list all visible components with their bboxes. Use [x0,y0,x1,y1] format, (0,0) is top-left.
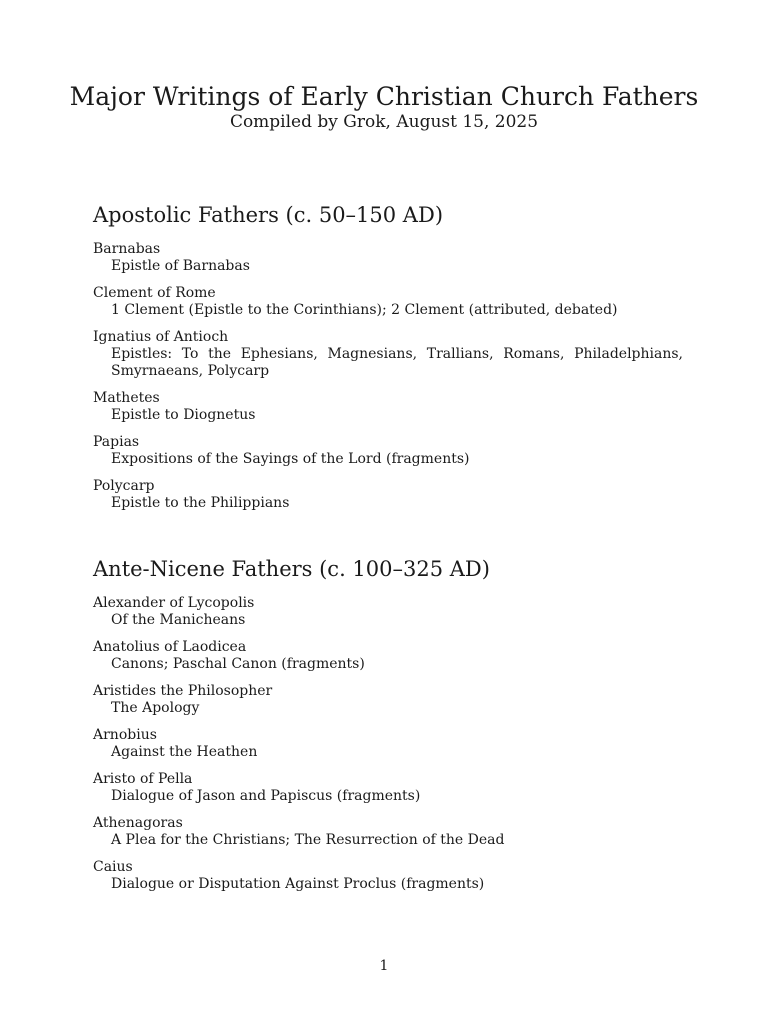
entry [93,285,683,319]
page-number: 1 [379,958,389,974]
document-subtitle: Compiled by Grok, August 15, 2025 [229,112,539,132]
author-works: A Plea for the Christians; The Resurrection of the Dead [111,832,505,848]
author-works: Epistle to the Philippians [111,495,290,511]
entry [93,683,683,717]
author-works: The Apology [111,700,200,716]
author-works: Dialogue or Disputation Against Proclus (fragments) [111,876,485,892]
section-heading: Apostolic Fathers (c. 50–150 AD) [93,203,444,227]
author-works: Epistle to Diognetus [111,407,256,423]
entry [93,859,683,893]
section-ante-nicene-fathers [93,556,683,903]
entry [93,390,683,424]
author-works: Of the Manicheans [111,612,246,628]
entry [93,434,683,468]
author-name: Aristo of Pella [93,771,193,787]
author-works: Dialogue of Jason and Papiscus (fragments) [111,788,421,804]
author-works: Epistles: To the Ephesians, Magnesians, Trallians, Romans, Philadelphians, Smyrnaeans, Polycarp [111,346,683,379]
section-heading: Ante-Nicene Fathers (c. 100–325 AD) [93,557,490,581]
entry [93,241,683,275]
entry [93,478,683,512]
entry [93,639,683,673]
entry [93,329,683,380]
author-name: Caius [93,859,133,875]
author-name: Papias [93,434,140,450]
author-name: Alexander of Lycopolis [93,595,255,611]
author-name: Ignatius of Antioch [93,329,229,345]
author-name: Athenagoras [93,815,183,831]
author-name: Polycarp [93,478,155,494]
title-block [0,82,768,132]
entry [93,595,683,629]
author-works: 1 Clement (Epistle to the Corinthians); 2 Clement (attributed, debated) [111,302,618,318]
entry [93,727,683,761]
entry [93,771,683,805]
author-name: Clement of Rome [93,285,216,301]
author-name: Anatolius of Laodicea [93,639,247,655]
document-title: Major Writings of Early Christian Church Fathers [69,82,699,111]
author-works: Canons; Paschal Canon (fragments) [111,656,365,672]
author-works: Against the Heathen [111,744,258,760]
entry [93,815,683,849]
author-works: Expositions of the Sayings of the Lord (fragments) [111,451,470,467]
author-name: Arnobius [93,727,157,743]
author-name: Mathetes [93,390,160,406]
author-name: Barnabas [93,241,161,257]
section-apostolic-fathers [93,202,683,522]
author-name: Aristides the Philosopher [93,683,273,699]
author-works: Epistle of Barnabas [111,258,250,274]
